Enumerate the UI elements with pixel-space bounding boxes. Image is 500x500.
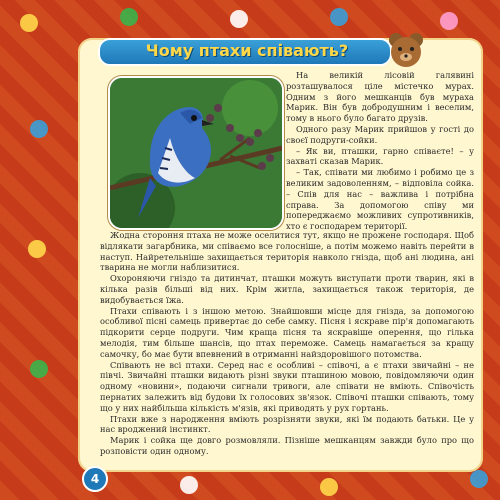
- paragraph: – Так, співати ми любимо і робимо це з великим задоволенням, – відповіла сойка. – Спів для нас – важлива і потрібна справа. За допомогою співу ми попереджаємо можливих супротивників, хто є господарем території.: [286, 167, 474, 232]
- page-title: Чому птахи співають?: [145, 41, 349, 60]
- page-number: 4: [82, 466, 108, 492]
- paragraph: Співають не всі птахи. Серед нас є особливі – співочі, а є птахи звичайні – не півчі. Звичайні пташки видають різні звуки пташиною мовою, повідомляючи один одному «новини», подаючи сигнали тривоги, але співати не вміють. Співочість пернатих залежить від будови їх голосових зв'язок. Співочі пташки співають, тому що у них найбільша кількість м'язів, які приводять у рух гортань.: [100, 359, 474, 413]
- paragraph: Охороняючи гніздо та дитинчат, пташки можуть виступати проти тварин, які в кілька разів більші від них. Крім житла, захищається також територія, де видобувається їжа.: [100, 273, 474, 305]
- paragraph: Одного разу Марик прийшов у гості до своєї подруги-сойки.: [286, 123, 474, 145]
- paragraph: Птахи вже з народження вміють розрізняти звуки, які їм подають батьки. Це у нас вроджений інстинкт.: [100, 413, 474, 435]
- decor-dot-icon: [30, 360, 48, 378]
- paragraph: Марик і сойка ще довго розмовляли. Пізніше мешканцям завжди було про що розповісти один одному.: [100, 435, 474, 456]
- decor-dot-icon: [28, 240, 46, 258]
- paragraph: Птахи співають і з іншою метою. Знайшовши місце для гнізда, за допомогою особливої пісні самець привертає до себе самку. Пісня і яскраве пір'я допомагають підкорити серце подруги. Чим краща пісня та яскравіше оперення, що гілька мелодія, тим більше шансів, що птах переможе. Самець намагається за кращу самочку, бо має бути впевнений в отриманні найздоровішого потомства.: [100, 305, 474, 359]
- decor-dot-icon: [440, 12, 458, 30]
- decor-dot-icon: [230, 10, 248, 28]
- paragraph: – Як ви, пташки, гарно співаєте! – у захваті сказав Марик.: [286, 145, 474, 167]
- teddy-bear-icon: [386, 30, 426, 70]
- decor-dot-icon: [180, 476, 198, 494]
- blue-jay-bird-icon: [110, 78, 282, 228]
- decor-dot-icon: [320, 478, 338, 496]
- decor-dot-icon: [20, 14, 38, 32]
- paragraph: Жодна стороння птаха не може оселитися тут, якщо не прожене господаря. Щоб відлякати загарбника, ми співаємо все голосніше, а потім можемо навіть перейти в наступ. Найретельніше захищається територія навколо гнізда, щоб ані людина, ані тварина не могли наблизитися.: [100, 230, 474, 273]
- main-text-column: [100, 230, 474, 457]
- decor-dot-icon: [330, 8, 348, 26]
- intro-text-column: [286, 70, 474, 232]
- paragraph: На великій лісовій галявині розташувалося ціле містечко мурах. Одним з його мешканців був мураха Марик. Він був добродушним і веселим, тому в нього було багато друзів.: [286, 70, 474, 124]
- decor-dot-icon: [30, 120, 48, 138]
- decor-dot-icon: [470, 470, 488, 488]
- decor-dot-icon: [120, 8, 138, 26]
- blue-jay-photo: [108, 76, 284, 230]
